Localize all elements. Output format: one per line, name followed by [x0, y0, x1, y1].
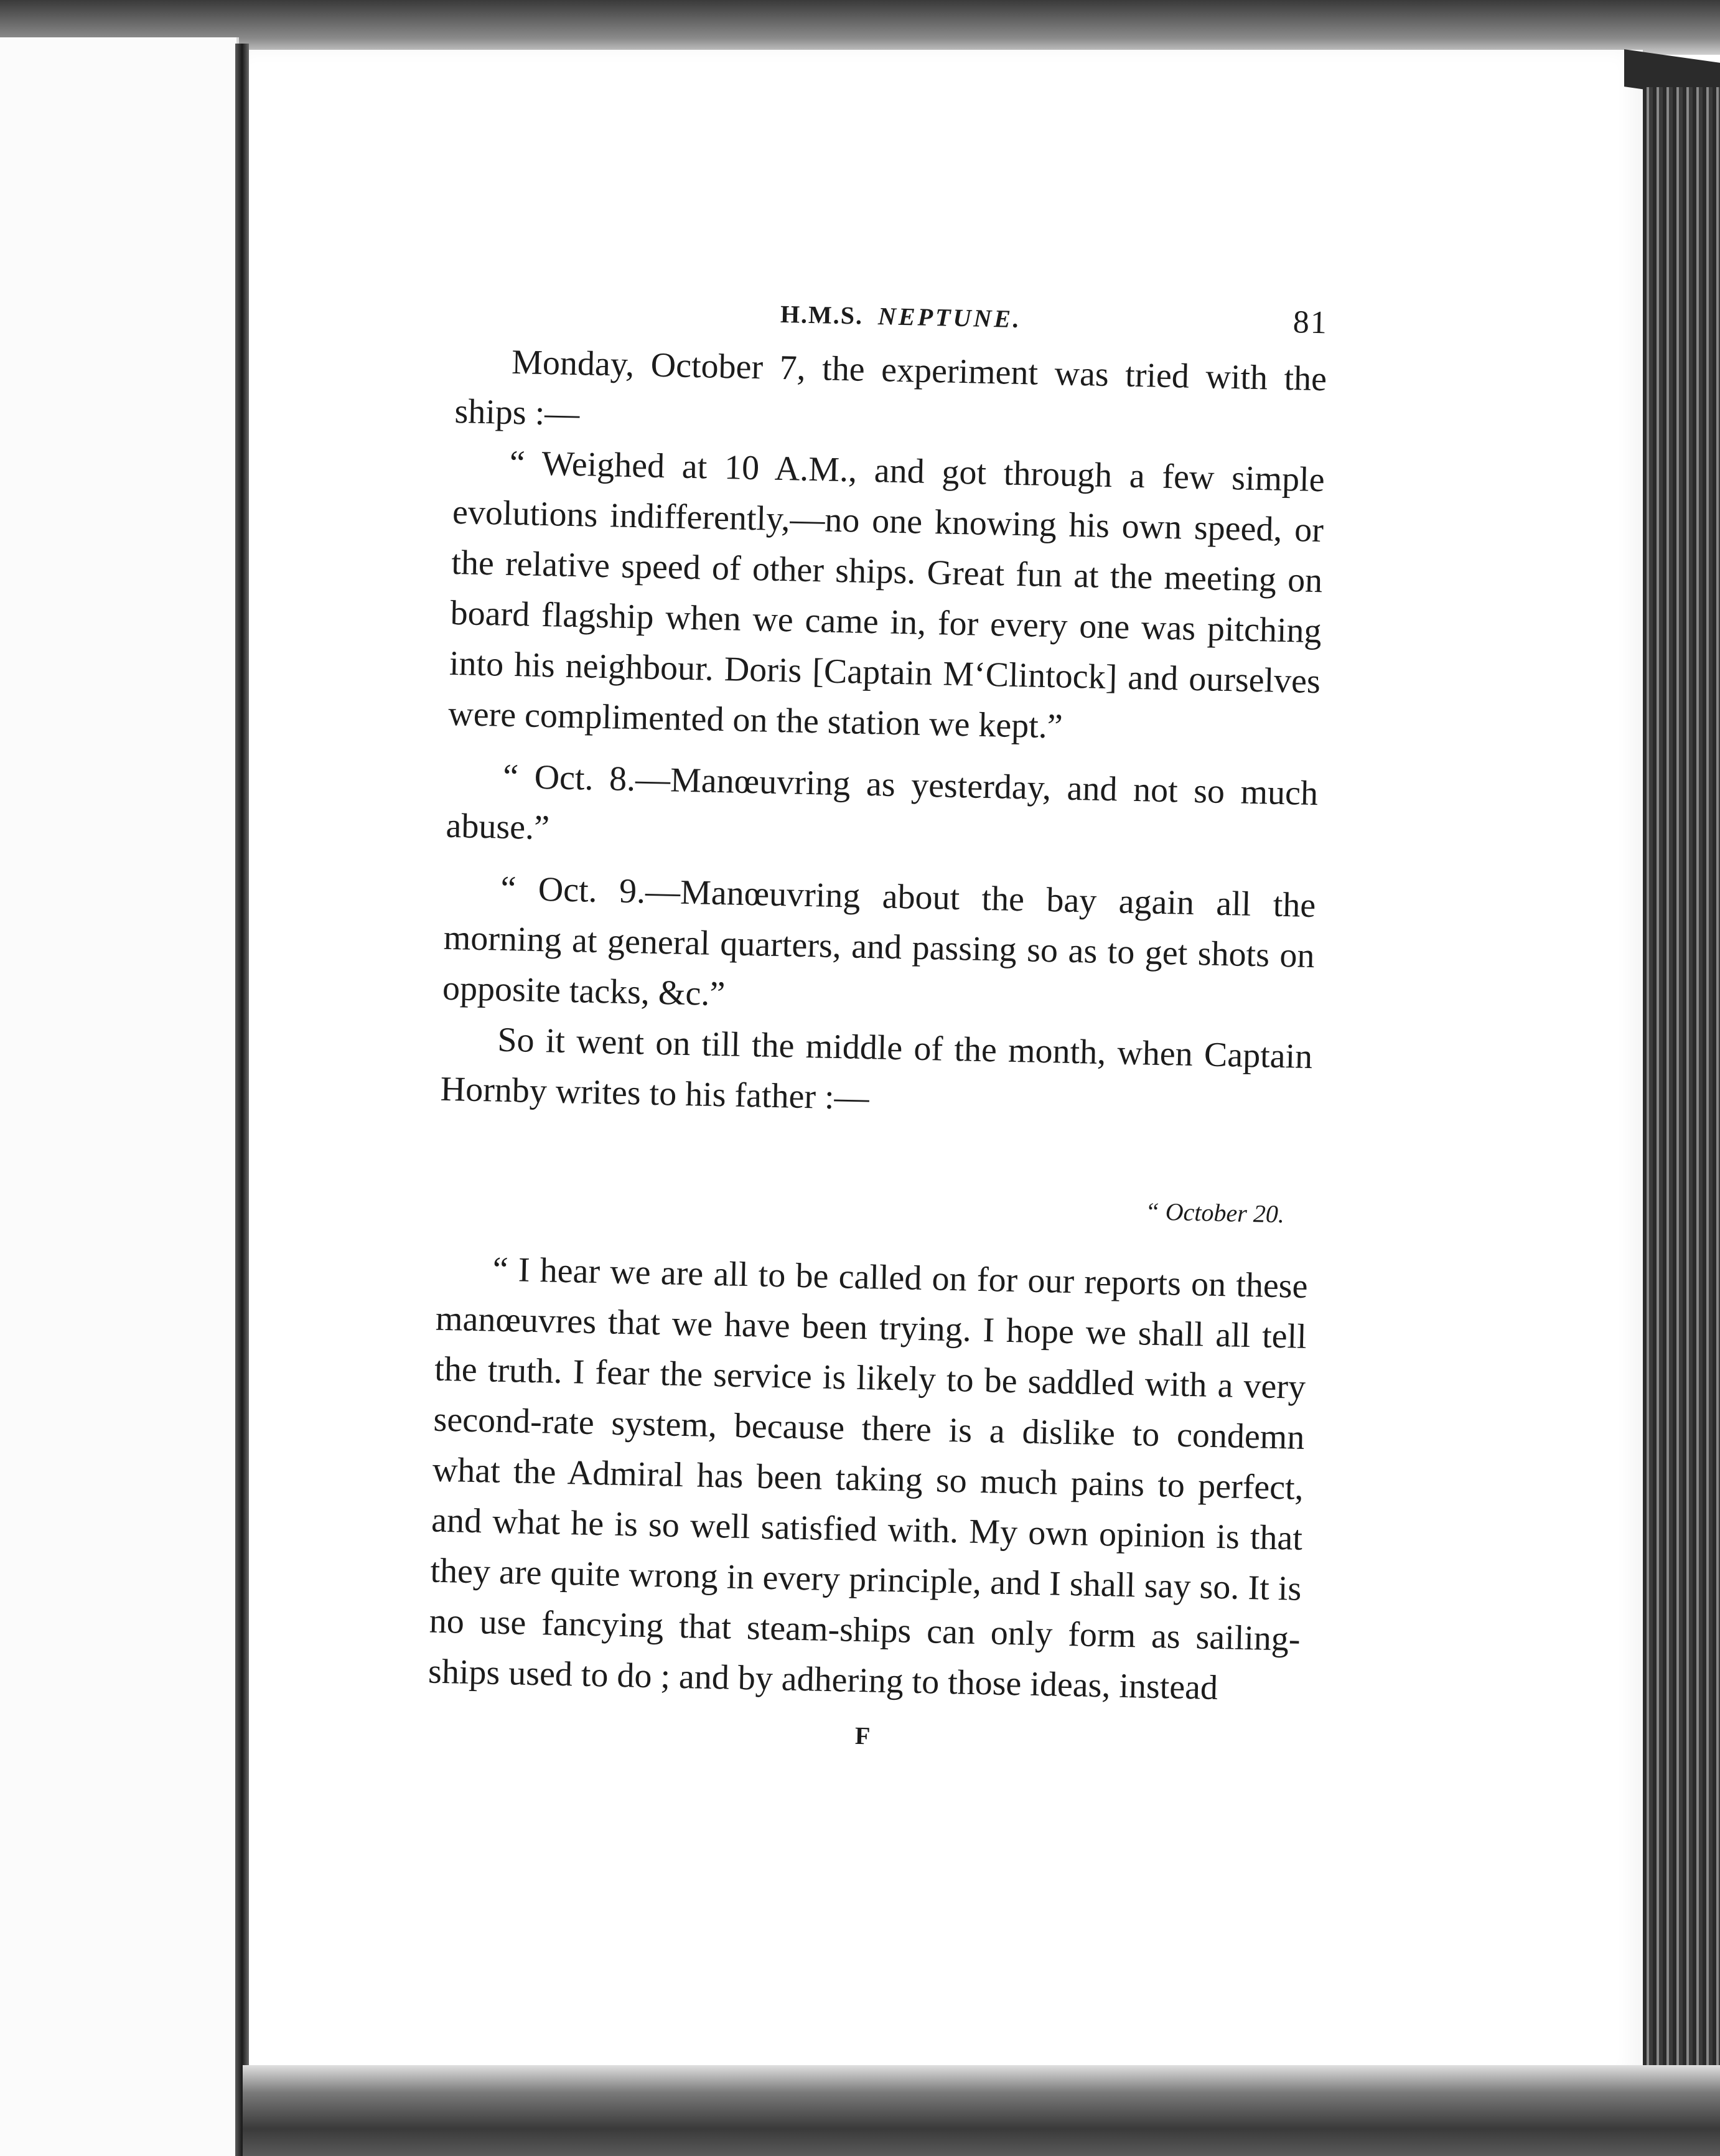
book-gutter: [235, 44, 249, 2156]
paragraph: “ Weighed at 10 A.M., and got through a few simple evolutions indifferently,—no one knowing his own speed, or the relative speed of other ships. Great fun at the meeting on board flagship when we came in, for every one was pitching into his neighbour. Doris [Captain M‘Clintock] and ourselves were complimented on the station we kept.”: [447, 443, 1325, 746]
running-title: H.M.S. NEPTUNE.: [780, 299, 1022, 334]
letter-dateline: “ October 20.: [1145, 1197, 1285, 1229]
left-blank-page: [0, 37, 239, 2156]
page-text-block: [427, 280, 1329, 1760]
scan-bottom-edge: [243, 2065, 1720, 2156]
page-number: 81: [1292, 304, 1329, 341]
paragraph: “ Oct. 9.—Manœuvring about the bay again all the morning at general quarters, and passing so as to get shots on opposite tacks, &c.”: [442, 869, 1316, 1014]
paragraph: So it went on till the middle of the month, when Captain Hornby writes to his father :—: [440, 1020, 1313, 1118]
scan-top-edge: [0, 0, 1720, 55]
paragraph: “ Oct. 8.—Manœuvring as yesterday, and not so much abuse.”: [445, 757, 1319, 848]
ship-name: NEPTUNE.: [877, 302, 1022, 334]
letter-body: “ I hear we are all to be called on for our reports on these manœuvres that we have been trying. I hope we shall all tell the truth. I fear the service is likely to be saddled with a very second-rate system, because there is a dislike to condemn what the Admiral has been taking so much pains to perfect, and what he is so well satisfied with. My own opinion is that they are quite wrong in every principle, and I shall say so. It is no use fancying that steam-ships can only form as sailing-ships used to do ; and by adhering to those ideas, instead: [428, 1250, 1309, 1708]
page-block-edges: [1643, 87, 1720, 2085]
paragraph: Monday, October 7, the experiment was tried with the ships :—: [454, 342, 1327, 434]
signature-mark: F: [854, 1721, 871, 1750]
